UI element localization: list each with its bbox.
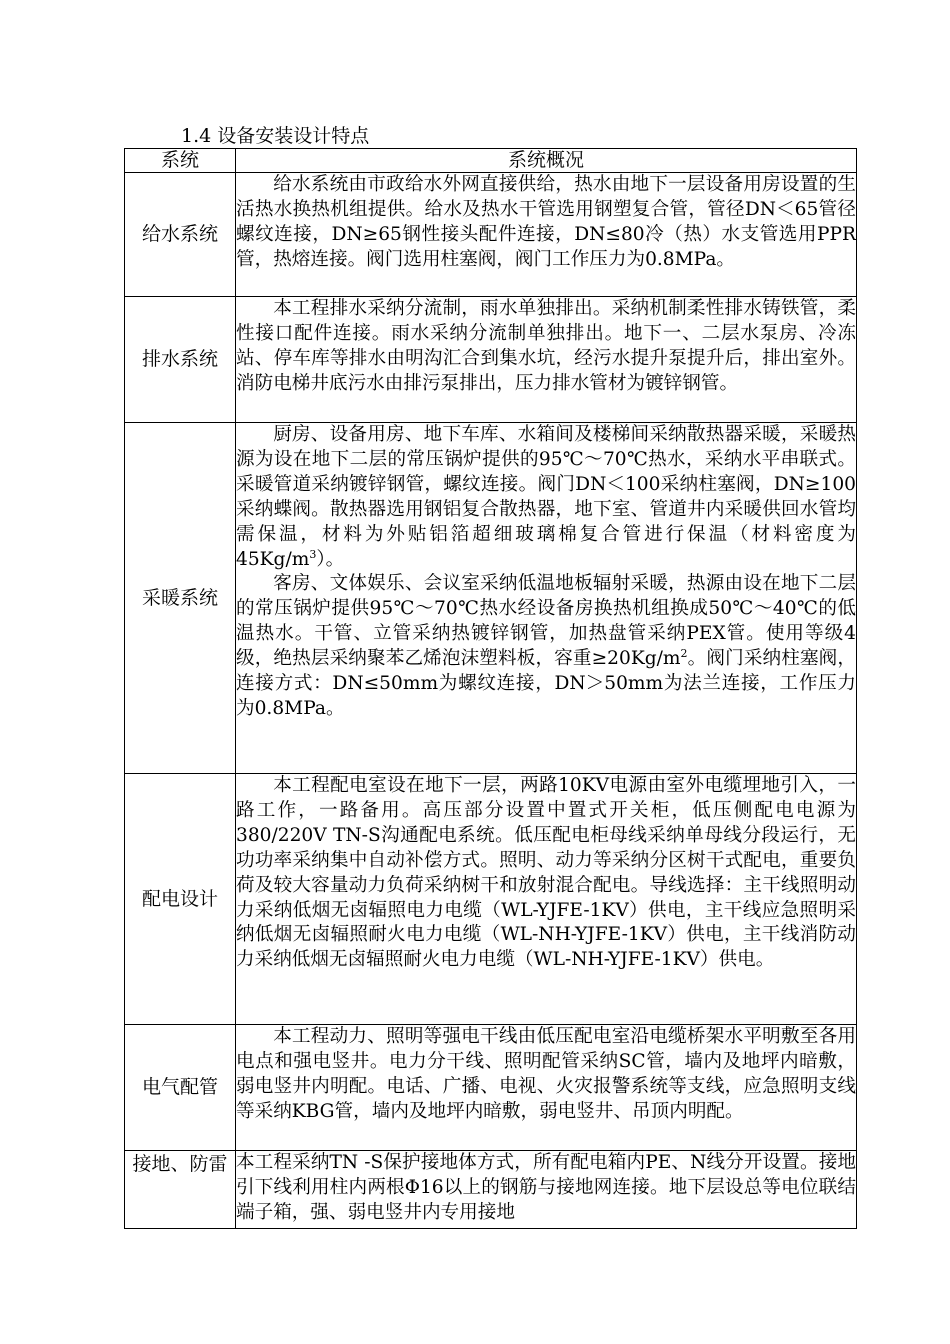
system-name: 配电设计: [125, 774, 236, 1025]
system-overview: [236, 297, 857, 423]
overview-paragraph: 本工程采纳TN -S保护接地体方式，所有配电箱内PE、N线分开设置。接地引下线利用柱内两根Φ16以上的钢筋与接地网连接。地下层设总等电位联结端子箱，强、弱电竖井内专用接地: [236, 1152, 856, 1223]
equipment-design-table: [124, 148, 857, 1229]
overview-paragraph: 厨房、设备用房、地下车库、水箱间及楼梯间采纳散热器采暖，采暖热源为设在地下二层的常压锅炉提供的95℃～70℃热水，采纳水平串联式。采暖管道采纳镀锌钢管，螺纹连接。阀门DN＜100采纳柱塞阀，DN≥100采纳蝶阀。散热器选用钢铝复合散热器，地下室、管道井内采暖供回水管均需保温，材料为外贴铝箔超细玻璃棉复合管进行保温（材料密度为$45Kg/m^3$）。: [236, 424, 856, 570]
overview-paragraph: 给水系统由市政给水外网直接供给，热水由地下一层设备用房设置的生活热水换热机组提供。给水及热水干管选用钢塑复合管，管径DN＜65管径螺纹连接，DN≥65钢性接头配件连接，DN≤80冷（热）水支管选用PPR管，热熔连接。阀门选用柱塞阀，阀门工作压力为0.8MPa。: [236, 174, 856, 270]
system-name: 排水系统: [125, 297, 236, 423]
table-header-row: [125, 149, 857, 173]
overview-paragraph: 本工程动力、照明等强电干线由低压配电室沿电缆桥架水平明敷至各用电点和强电竖井。电力分干线、照明配管采纳SC管，墙内及地坪内暗敷，弱电竖井内明配。电话、广播、电视、火灾报警系统等支线，应急照明支线等采纳KBG管，墙内及地坪内暗敷，弱电竖井、吊顶内明配。: [236, 1026, 856, 1122]
table-row: [125, 423, 857, 774]
system-overview: [236, 173, 857, 297]
table-row: [125, 297, 857, 423]
system-overview: [236, 423, 857, 774]
overview-paragraph: 本工程排水采纳分流制，雨水单独排出。采纳机制柔性排水铸铁管，柔性接口配件连接。雨水采纳分流制单独排出。地下一、二层水泵房、冷冻站、停车库等排水由明沟汇合到集水坑，经污水提升泵提升后，排出室外。消防电梯井底污水由排污泵排出，压力排水管材为镀锌钢管。: [236, 298, 856, 394]
table-row: [125, 774, 857, 1025]
table-row: [125, 173, 857, 297]
system-overview: [236, 1151, 857, 1229]
overview-paragraph: 本工程配电室设在地下一层，两路10KV电源由室外电缆埋地引入，一路工作，一路备用。高压部分设置中置式开关柜，低压侧配电电源为380/220V TN-S沟通配电系统。低压配电柜母线采纳单母线分段运行，无功功率采纳集中自动补偿方式。照明、动力等采纳分区树干式配电，重要负荷及较大容量动力负荷采纳树干和放射混合配电。导线选择：主干线照明动力采纳低烟无卤辐照电力电缆（WL-YJFE-1KV）供电，主干线应急照明采纳低烟无卤辐照耐火电力电缆（WL-NH-YJFE-1KV）供电，主干线消防动力采纳低烟无卤辐照耐火电力电缆（WL-NH-YJFE-1KV）供电。: [236, 775, 856, 971]
system-name: 给水系统: [125, 173, 236, 297]
overview-paragraph: 客房、文体娱乐、会议室采纳低温地板辐射采暖，热源由设在地下二层的常压锅炉提供95℃～70℃热水经设备房换热机组换成50℃～40℃的低温热水。干管、立管采纳热镀锌钢管，加热盘管采纳PEX管。使用等级4级，绝热层采纳聚苯乙烯泡沫塑料板，容重$\ge 20Kg/m^2$。阀门采纳柱塞阀，连接方式：DN≤50mm为螺纹连接，DN＞50mm为法兰连接，工作压力为0.8MPa。: [236, 573, 856, 719]
header-overview: 系统概况: [236, 149, 857, 173]
table-row: [125, 1151, 857, 1229]
system-overview: [236, 1025, 857, 1151]
table-row: [125, 1025, 857, 1151]
system-name: 接地、防雷: [125, 1151, 236, 1229]
system-name: 采暖系统: [125, 423, 236, 774]
section-title: 1.4 设备安装设计特点: [181, 125, 370, 147]
system-name: 电气配管: [125, 1025, 236, 1151]
header-system: 系统: [125, 149, 236, 173]
system-overview: [236, 774, 857, 1025]
